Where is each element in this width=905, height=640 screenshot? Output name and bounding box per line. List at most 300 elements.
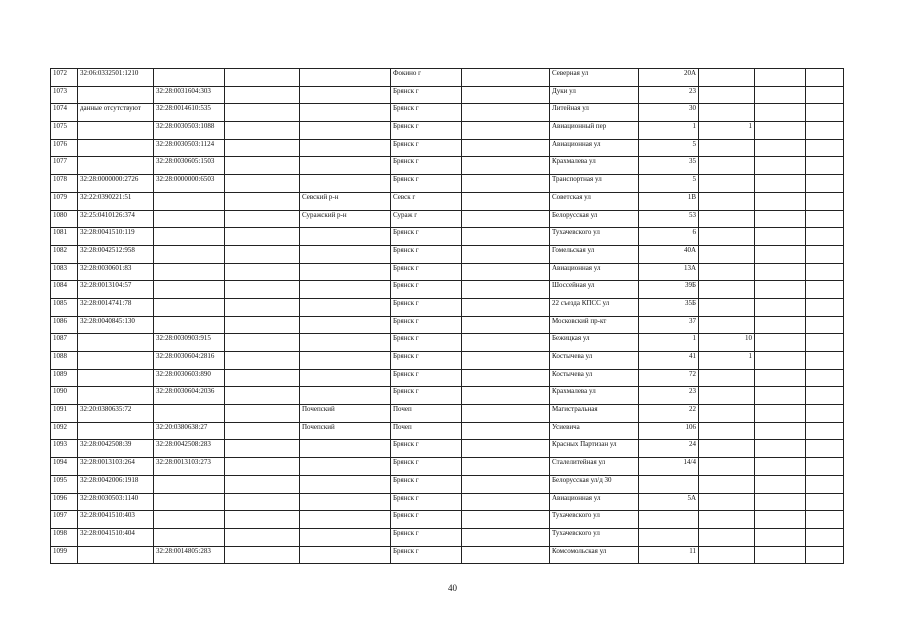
street-cell: Белорусская ул/д 30	[550, 475, 639, 493]
cadastral-number-land	[78, 546, 154, 564]
table-row	[51, 458, 844, 476]
cadastral-number-building	[154, 263, 225, 281]
table-row	[51, 405, 844, 423]
extra-cell-2	[755, 405, 806, 423]
house-cell: 5	[639, 175, 699, 193]
locality-cell	[462, 122, 550, 140]
extra-cell-2	[755, 245, 806, 263]
cadastral-number-building: 32:28:0030903:915	[154, 334, 225, 352]
extra-cell-2	[755, 334, 806, 352]
cadastral-number-building: 32:28:0014805:283	[154, 546, 225, 564]
row-number: 1087	[51, 334, 78, 352]
district-cell	[300, 316, 391, 334]
table-row	[51, 86, 844, 104]
row-number: 1097	[51, 511, 78, 529]
house-cell: 40А	[639, 245, 699, 263]
extra-cell-3	[806, 281, 844, 299]
district-cell	[300, 475, 391, 493]
city-cell: Брянск г	[391, 493, 462, 511]
extra-cell-2	[755, 493, 806, 511]
extra-cell-3	[806, 422, 844, 440]
locality-cell	[462, 86, 550, 104]
extra-cell	[225, 210, 300, 228]
cadastral-number-building	[154, 245, 225, 263]
extra-cell	[225, 316, 300, 334]
extra-cell-3	[806, 440, 844, 458]
extra-cell-3	[806, 528, 844, 546]
house-cell: 23	[639, 86, 699, 104]
extra-cell-2	[755, 528, 806, 546]
row-number: 1096	[51, 493, 78, 511]
extra-cell	[225, 405, 300, 423]
locality-cell	[462, 387, 550, 405]
district-cell	[300, 69, 391, 87]
house-cell: 1	[639, 334, 699, 352]
city-cell: Брянск г	[391, 86, 462, 104]
district-cell	[300, 528, 391, 546]
cadastral-number-land: 32:06:0332501:1210	[78, 69, 154, 87]
extra-cell	[225, 369, 300, 387]
house-cell: 1В	[639, 192, 699, 210]
street-cell: Белорусская ул	[550, 210, 639, 228]
cadastral-number-building	[154, 298, 225, 316]
cadastral-number-land	[78, 352, 154, 370]
flat-cell	[699, 387, 755, 405]
house-cell: 41	[639, 352, 699, 370]
row-number: 1086	[51, 316, 78, 334]
extra-cell-2	[755, 69, 806, 87]
row-number: 1093	[51, 440, 78, 458]
extra-cell-3	[806, 86, 844, 104]
cadastral-number-land: 32:22:0390221:51	[78, 192, 154, 210]
cadastral-number-land: данные отсутствуют	[78, 104, 154, 122]
extra-cell	[225, 528, 300, 546]
district-cell	[300, 493, 391, 511]
extra-cell-2	[755, 157, 806, 175]
city-cell: Фокино г	[391, 69, 462, 87]
district-cell	[300, 139, 391, 157]
extra-cell-3	[806, 210, 844, 228]
district-cell: Почепский	[300, 422, 391, 440]
cadastral-number-building	[154, 475, 225, 493]
district-cell	[300, 387, 391, 405]
extra-cell-2	[755, 263, 806, 281]
house-cell: 23	[639, 387, 699, 405]
extra-cell	[225, 298, 300, 316]
street-cell: Крахмалева ул	[550, 387, 639, 405]
city-cell: Брянск г	[391, 175, 462, 193]
city-cell: Почеп	[391, 422, 462, 440]
table-row	[51, 228, 844, 246]
extra-cell-3	[806, 139, 844, 157]
extra-cell-3	[806, 511, 844, 529]
row-number: 1094	[51, 458, 78, 476]
cadastral-number-land: 32:28:0041510:119	[78, 228, 154, 246]
extra-cell-2	[755, 369, 806, 387]
city-cell: Брянск г	[391, 281, 462, 299]
flat-cell	[699, 546, 755, 564]
page-number: 40	[448, 583, 457, 593]
house-cell: 13А	[639, 263, 699, 281]
flat-cell	[699, 511, 755, 529]
extra-cell	[225, 104, 300, 122]
table-row	[51, 334, 844, 352]
cadastral-number-building	[154, 281, 225, 299]
cadastral-number-building: 32:28:0030503:1124	[154, 139, 225, 157]
row-number: 1088	[51, 352, 78, 370]
cadastral-number-building: 32:28:0014610:535	[154, 104, 225, 122]
cadastral-number-land: 32:28:0000000:2726	[78, 175, 154, 193]
cadastral-number-building	[154, 405, 225, 423]
street-cell: Бежицкая ул	[550, 334, 639, 352]
locality-cell	[462, 210, 550, 228]
flat-cell: 10	[699, 334, 755, 352]
extra-cell-2	[755, 316, 806, 334]
extra-cell-3	[806, 546, 844, 564]
table-row	[51, 316, 844, 334]
cadastral-number-building	[154, 511, 225, 529]
cadastral-number-land: 32:28:0013103:264	[78, 458, 154, 476]
locality-cell	[462, 175, 550, 193]
flat-cell	[699, 422, 755, 440]
street-cell: Комсомольская ул	[550, 546, 639, 564]
cadastral-number-land	[78, 387, 154, 405]
city-cell: Брянск г	[391, 387, 462, 405]
table-row	[51, 192, 844, 210]
house-cell	[639, 511, 699, 529]
district-cell	[300, 334, 391, 352]
extra-cell-3	[806, 458, 844, 476]
extra-cell	[225, 440, 300, 458]
flat-cell	[699, 69, 755, 87]
extra-cell-3	[806, 493, 844, 511]
cadastral-number-building: 32:28:0030604:2036	[154, 387, 225, 405]
extra-cell	[225, 263, 300, 281]
registry-table	[50, 68, 844, 564]
cadastral-number-land	[78, 369, 154, 387]
locality-cell	[462, 298, 550, 316]
district-cell: Севский р-н	[300, 192, 391, 210]
row-number: 1091	[51, 405, 78, 423]
district-cell: Почепский	[300, 405, 391, 423]
cadastral-number-land	[78, 422, 154, 440]
extra-cell-2	[755, 422, 806, 440]
registry-table-body	[51, 69, 844, 564]
extra-cell-3	[806, 122, 844, 140]
street-cell: Тухачевского ул	[550, 228, 639, 246]
street-cell: Авиационная ул	[550, 493, 639, 511]
row-number: 1082	[51, 245, 78, 263]
district-cell	[300, 86, 391, 104]
row-number: 1072	[51, 69, 78, 87]
house-cell: 35Б	[639, 298, 699, 316]
house-cell: 72	[639, 369, 699, 387]
extra-cell-3	[806, 228, 844, 246]
extra-cell	[225, 228, 300, 246]
house-cell: 39Б	[639, 281, 699, 299]
district-cell	[300, 352, 391, 370]
cadastral-number-land: 32:28:0014741:78	[78, 298, 154, 316]
row-number: 1079	[51, 192, 78, 210]
locality-cell	[462, 228, 550, 246]
cadastral-number-building: 32:28:0030605:1503	[154, 157, 225, 175]
extra-cell-3	[806, 316, 844, 334]
district-cell	[300, 440, 391, 458]
flat-cell	[699, 475, 755, 493]
cadastral-number-building	[154, 493, 225, 511]
flat-cell	[699, 298, 755, 316]
cadastral-number-building: 32:28:0042508:283	[154, 440, 225, 458]
row-number: 1076	[51, 139, 78, 157]
extra-cell-2	[755, 139, 806, 157]
street-cell: Советская ул	[550, 192, 639, 210]
cadastral-number-building: 32:28:0000000:6503	[154, 175, 225, 193]
city-cell: Брянск г	[391, 104, 462, 122]
extra-cell-2	[755, 210, 806, 228]
house-cell: 53	[639, 210, 699, 228]
flat-cell	[699, 440, 755, 458]
street-cell: Костычева ул	[550, 369, 639, 387]
table-row	[51, 440, 844, 458]
cadastral-number-land	[78, 139, 154, 157]
cadastral-number-building: 32:20:0380638:27	[154, 422, 225, 440]
row-number: 1074	[51, 104, 78, 122]
table-row	[51, 493, 844, 511]
locality-cell	[462, 511, 550, 529]
extra-cell	[225, 546, 300, 564]
city-cell: Брянск г	[391, 245, 462, 263]
city-cell: Брянск г	[391, 546, 462, 564]
table-row	[51, 352, 844, 370]
extra-cell-3	[806, 298, 844, 316]
house-cell	[639, 528, 699, 546]
street-cell: Транспортная ул	[550, 175, 639, 193]
extra-cell	[225, 86, 300, 104]
flat-cell	[699, 139, 755, 157]
cadastral-number-building: 32:28:0031604:303	[154, 86, 225, 104]
extra-cell-3	[806, 192, 844, 210]
house-cell: 30	[639, 104, 699, 122]
row-number: 1095	[51, 475, 78, 493]
house-cell: 5А	[639, 493, 699, 511]
cadastral-number-building: 32:28:0013103:273	[154, 458, 225, 476]
extra-cell-2	[755, 511, 806, 529]
street-cell: Шоссейная ул	[550, 281, 639, 299]
table-row	[51, 528, 844, 546]
table-row	[51, 369, 844, 387]
city-cell: Брянск г	[391, 369, 462, 387]
cadastral-number-building	[154, 69, 225, 87]
locality-cell	[462, 405, 550, 423]
locality-cell	[462, 546, 550, 564]
city-cell: Брянск г	[391, 228, 462, 246]
cadastral-number-building	[154, 528, 225, 546]
cadastral-number-land	[78, 157, 154, 175]
table-row	[51, 511, 844, 529]
row-number: 1099	[51, 546, 78, 564]
locality-cell	[462, 263, 550, 281]
flat-cell	[699, 493, 755, 511]
row-number: 1073	[51, 86, 78, 104]
city-cell: Брянск г	[391, 440, 462, 458]
street-cell: Тухачевского ул	[550, 528, 639, 546]
extra-cell-2	[755, 298, 806, 316]
district-cell	[300, 263, 391, 281]
table-row	[51, 210, 844, 228]
house-cell: 5	[639, 139, 699, 157]
house-cell: 14/4	[639, 458, 699, 476]
extra-cell	[225, 281, 300, 299]
extra-cell-2	[755, 86, 806, 104]
locality-cell	[462, 458, 550, 476]
city-cell: Брянск г	[391, 316, 462, 334]
flat-cell	[699, 228, 755, 246]
flat-cell	[699, 281, 755, 299]
city-cell: Сураж г	[391, 210, 462, 228]
locality-cell	[462, 316, 550, 334]
street-cell: Литейная ул	[550, 104, 639, 122]
street-cell: Дуки ул	[550, 86, 639, 104]
house-cell: 20А	[639, 69, 699, 87]
street-cell: Магистральная	[550, 405, 639, 423]
district-cell	[300, 458, 391, 476]
cadastral-number-land	[78, 86, 154, 104]
extra-cell-2	[755, 192, 806, 210]
city-cell: Брянск г	[391, 157, 462, 175]
cadastral-number-building	[154, 210, 225, 228]
table-row	[51, 422, 844, 440]
extra-cell	[225, 192, 300, 210]
extra-cell	[225, 422, 300, 440]
extra-cell	[225, 157, 300, 175]
flat-cell	[699, 316, 755, 334]
extra-cell-3	[806, 475, 844, 493]
cadastral-number-land: 32:28:0013104:57	[78, 281, 154, 299]
extra-cell	[225, 387, 300, 405]
row-number: 1090	[51, 387, 78, 405]
house-cell: 35	[639, 157, 699, 175]
extra-cell	[225, 493, 300, 511]
cadastral-number-building: 32:28:0030503:1088	[154, 122, 225, 140]
locality-cell	[462, 245, 550, 263]
city-cell: Почеп	[391, 405, 462, 423]
house-cell: 37	[639, 316, 699, 334]
extra-cell-3	[806, 245, 844, 263]
flat-cell	[699, 192, 755, 210]
street-cell: Северная ул	[550, 69, 639, 87]
city-cell: Брянск г	[391, 352, 462, 370]
flat-cell	[699, 104, 755, 122]
cadastral-number-building: 32:28:0030603:890	[154, 369, 225, 387]
extra-cell-3	[806, 369, 844, 387]
street-cell: Костычева ул	[550, 352, 639, 370]
row-number: 1083	[51, 263, 78, 281]
district-cell	[300, 228, 391, 246]
extra-cell-3	[806, 69, 844, 87]
extra-cell	[225, 175, 300, 193]
cadastral-number-land: 32:28:0041510:403	[78, 511, 154, 529]
city-cell: Брянск г	[391, 263, 462, 281]
cadastral-number-land: 32:28:0030503:1140	[78, 493, 154, 511]
extra-cell-3	[806, 157, 844, 175]
city-cell: Брянск г	[391, 334, 462, 352]
locality-cell	[462, 422, 550, 440]
district-cell	[300, 281, 391, 299]
table-row	[51, 281, 844, 299]
house-cell: 6	[639, 228, 699, 246]
city-cell: Брянск г	[391, 122, 462, 140]
city-cell: Брянск г	[391, 511, 462, 529]
flat-cell	[699, 210, 755, 228]
cadastral-number-land: 32:25:0410126:374	[78, 210, 154, 228]
district-cell	[300, 546, 391, 564]
city-cell: Севск г	[391, 192, 462, 210]
street-cell: Авиационная ул	[550, 263, 639, 281]
cadastral-number-land: 32:20:0380635:72	[78, 405, 154, 423]
city-cell: Брянск г	[391, 139, 462, 157]
locality-cell	[462, 334, 550, 352]
house-cell: 24	[639, 440, 699, 458]
row-number: 1092	[51, 422, 78, 440]
table-row	[51, 298, 844, 316]
row-number: 1080	[51, 210, 78, 228]
cadastral-number-building	[154, 228, 225, 246]
district-cell	[300, 511, 391, 529]
locality-cell	[462, 369, 550, 387]
cadastral-number-land: 32:28:0042006:1918	[78, 475, 154, 493]
extra-cell-2	[755, 175, 806, 193]
house-cell: 22	[639, 405, 699, 423]
city-cell: Брянск г	[391, 458, 462, 476]
locality-cell	[462, 281, 550, 299]
extra-cell-2	[755, 352, 806, 370]
cadastral-number-land	[78, 334, 154, 352]
extra-cell-2	[755, 475, 806, 493]
row-number: 1075	[51, 122, 78, 140]
district-cell	[300, 122, 391, 140]
table-row	[51, 175, 844, 193]
extra-cell	[225, 458, 300, 476]
cadastral-number-building	[154, 192, 225, 210]
locality-cell	[462, 352, 550, 370]
city-cell: Брянск г	[391, 298, 462, 316]
extra-cell	[225, 69, 300, 87]
district-cell	[300, 298, 391, 316]
row-number: 1077	[51, 157, 78, 175]
locality-cell	[462, 528, 550, 546]
cadastral-number-land: 32:28:0041510:404	[78, 528, 154, 546]
city-cell: Брянск г	[391, 475, 462, 493]
extra-cell	[225, 139, 300, 157]
table-row	[51, 263, 844, 281]
extra-cell-3	[806, 352, 844, 370]
table-row	[51, 245, 844, 263]
extra-cell	[225, 475, 300, 493]
extra-cell-3	[806, 405, 844, 423]
district-cell	[300, 245, 391, 263]
house-cell: 106	[639, 422, 699, 440]
city-cell: Брянск г	[391, 528, 462, 546]
extra-cell-2	[755, 458, 806, 476]
flat-cell: 1	[699, 352, 755, 370]
table-row	[51, 387, 844, 405]
cadastral-number-building: 32:28:0030604:2816	[154, 352, 225, 370]
flat-cell	[699, 405, 755, 423]
row-number: 1081	[51, 228, 78, 246]
cadastral-number-land	[78, 122, 154, 140]
table-row	[51, 122, 844, 140]
house-cell: 11	[639, 546, 699, 564]
